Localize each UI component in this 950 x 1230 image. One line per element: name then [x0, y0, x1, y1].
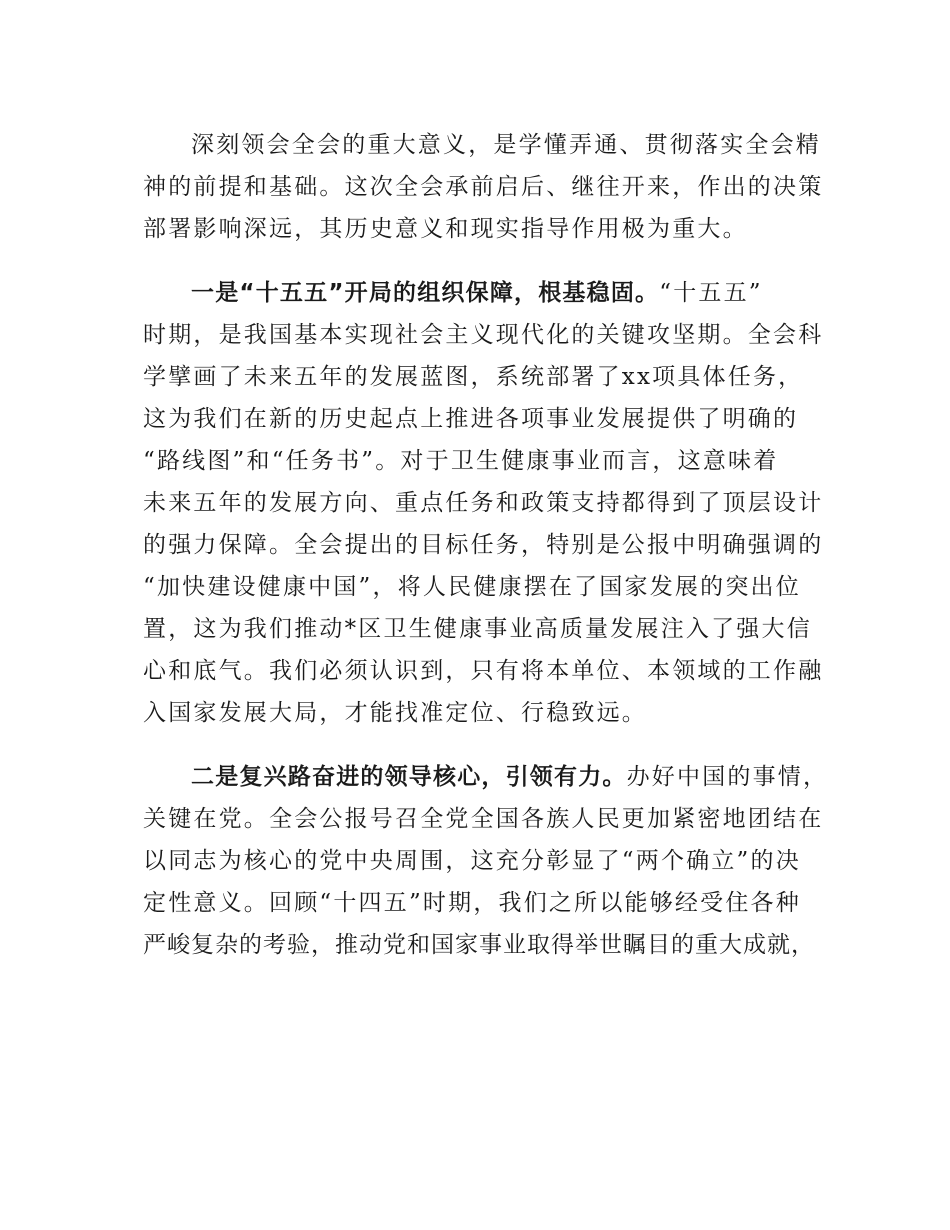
text-line: 入国家发展大局，才能找准定位、行稳致远。 [143, 700, 647, 726]
text-line: 心和底气。我们必须认识到，只有将本单位、本领域的工作融 [143, 658, 824, 684]
text-line: 未来五年的发展方向、重点任务和政策支持都得到了顶层设计 [143, 490, 824, 516]
text-line: 神的前提和基础。这次全会承前启后、继往开来，作出的决策 [143, 174, 824, 200]
text-line [143, 272, 833, 314]
text-line: “路线图”和“任务书”。对于卫生健康事业而言，这意味着 [143, 448, 779, 474]
text-line: 这为我们在新的历史起点上推进各项事业发展提供了明确的 [143, 406, 799, 432]
text-line [143, 756, 833, 798]
text-line: 置，这为我们推动*区卫生健康事业高质量发展注入了强大信 [143, 616, 812, 642]
text-line: 严峻复杂的考验，推动党和国家事业取得举世瞩目的重大成就， [143, 932, 815, 958]
text-line: “加快建设健康中国”，将人民健康摆在了国家发展的突出位 [143, 574, 801, 600]
paragraph-heading: 二是复兴路奋进的领导核心，引领有力。 [191, 764, 627, 790]
paragraph-organizational-guarantee [143, 272, 833, 734]
text-segment: 办好中国的事情， [626, 764, 829, 790]
text-line: 部署影响深远，其历史意义和现实指导作用极为重大。 [143, 216, 748, 242]
text-line: 时期，是我国基本实现社会主义现代化的关键攻坚期。全会科 [143, 322, 824, 348]
text-line: 关键在党。全会公报号召全党全国各族人民更加紧密地团结在 [143, 806, 824, 832]
text-line: 深刻领会全会的重大意义，是学懂弄通、贯彻落实全会精 [191, 132, 821, 158]
paragraph-significance [143, 124, 833, 250]
text-segment: “十五五” [659, 280, 763, 306]
text-line: 以同志为核心的党中央周围，这充分彰显了“两个确立”的决 [143, 848, 801, 874]
text-line: 学擘画了未来五年的发展蓝图，系统部署了xx项具体任务， [143, 364, 804, 390]
paragraph-heading: 一是“十五五”开局的组织保障，根基稳固。 [191, 280, 660, 306]
document-body [143, 124, 833, 966]
text-line: 定性意义。回顾“十四五”时期，我们之所以能够经受住各种 [143, 890, 801, 916]
text-line: 的强力保障。全会提出的目标任务，特别是公报中明确强调的 [143, 532, 824, 558]
paragraph-leadership-core [143, 756, 833, 966]
